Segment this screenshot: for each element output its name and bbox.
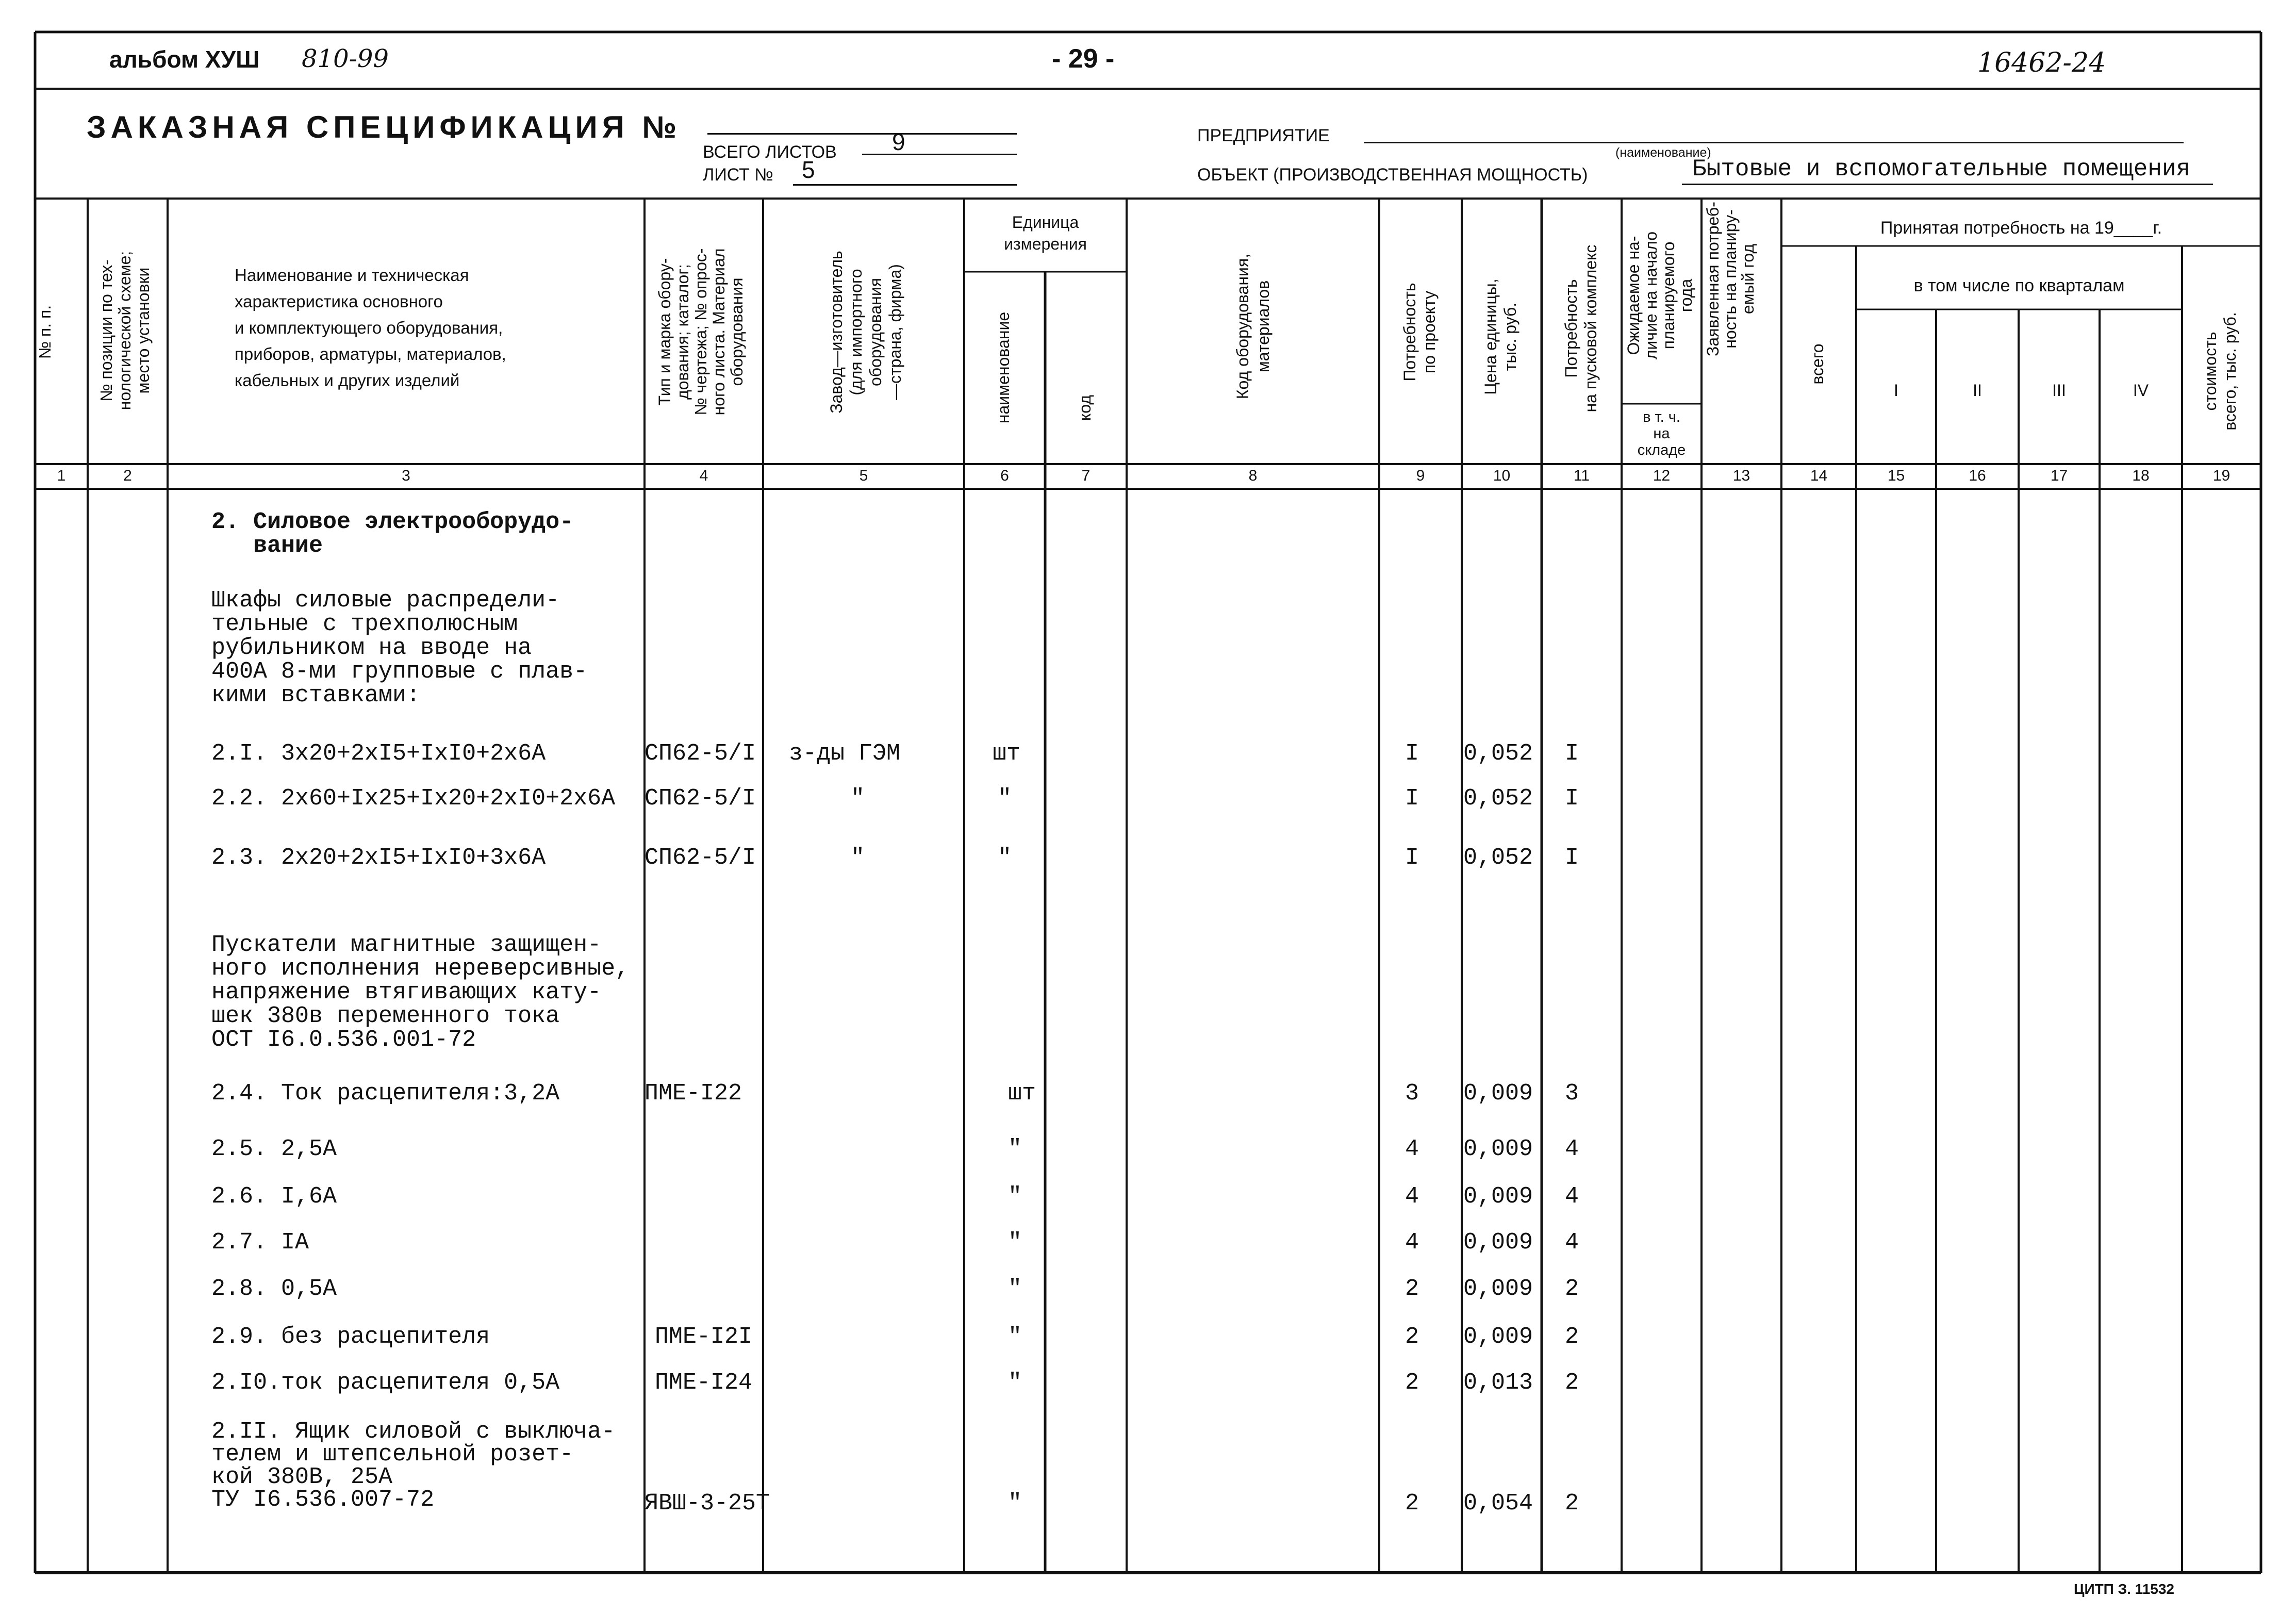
row-6-launch: 4: [1565, 1183, 1579, 1210]
row-4-unit: шт: [1008, 1080, 1036, 1107]
header-q3: III: [2052, 381, 2066, 400]
header-col-12: Ожидаемое на- личие на начало планируемого года: [1624, 231, 1695, 360]
colnum-16: 16: [1969, 467, 1986, 484]
colnum-4: 4: [699, 467, 708, 484]
header-col-14: всего: [1808, 343, 1827, 385]
sheet-no-label: ЛИСТ №: [703, 165, 773, 185]
row-2-launch: I: [1565, 785, 1579, 812]
enterprise-line: [1364, 142, 2184, 143]
row-6-unit: ": [1008, 1183, 1022, 1210]
row-9-unit: ": [1008, 1324, 1022, 1350]
header-col-6: наименование: [994, 311, 1013, 424]
row-5-desc: 2.5. 2,5А: [211, 1136, 337, 1162]
row-6-price: 0,009: [1463, 1183, 1533, 1210]
section-group-starters: Пускатели магнитные защищен- ного исполнения нереверсивные, напряжение втягивающих кату- шек 380в переменного тока ОСТ I6.0.536.001-72: [211, 932, 630, 1053]
row-2-desc: 2.2. 2х60+Iх25+Iх20+2хI0+2х6А: [211, 785, 616, 812]
colnum-5: 5: [859, 467, 868, 484]
header-accepted-group: Принятая потребность на 19____г.: [1880, 218, 2162, 238]
sheets-total-line: [862, 154, 1017, 155]
row-5-qty: 4: [1405, 1136, 1419, 1162]
header-quarters-group: в том числе по кварталам: [1913, 276, 2125, 295]
colnum-11: 11: [1573, 467, 1590, 484]
colnum-7: 7: [1081, 467, 1091, 484]
row-11-desc: 2.II. Ящик силовой с выключа- телем и штепсельной розет- кой 380В, 25А ТУ I6.536.007-72: [211, 1419, 616, 1513]
row-8-desc: 2.8. 0,5А: [211, 1276, 337, 1302]
naming-note: (наименование): [1615, 145, 1711, 160]
row-1-type: СП62-5/I: [645, 740, 756, 767]
row-5-launch: 4: [1565, 1136, 1579, 1162]
row-7-qty: 4: [1405, 1229, 1419, 1256]
row-1-price: 0,052: [1463, 740, 1533, 767]
row-7-desc: 2.7. IА: [211, 1229, 309, 1256]
sheets-total-value: 9: [892, 128, 905, 155]
row-1-maker: з-ды ГЭМ: [789, 740, 901, 767]
album-number: 810-99: [302, 44, 389, 73]
colnum-9: 9: [1416, 467, 1425, 484]
header-col-1: № п. п.: [36, 305, 54, 359]
header-col-11: Потребность на пусковой комплекс: [1562, 244, 1600, 413]
row-9-price: 0,009: [1463, 1324, 1533, 1350]
section-title: 2. Силовое электрооборудо- вание: [211, 509, 574, 559]
row-1-qty: I: [1405, 740, 1419, 767]
sheets-total-label: ВСЕГО ЛИСТОВ: [703, 142, 837, 162]
enterprise-label: ПРЕДПРИЯТИЕ: [1197, 126, 1330, 145]
header-col-4: Тип и марка обору- дования; каталог; № чертежа; № опрос- ного листа. Материал оборудования: [655, 248, 746, 416]
colnum-10: 10: [1493, 467, 1511, 484]
row-2-type: СП62-5/I: [645, 785, 756, 812]
object-label: ОБЪЕКТ (ПРОИЗВОДСТВЕННАЯ МОЩНОСТЬ): [1197, 165, 1588, 185]
row-10-launch: 2: [1565, 1370, 1579, 1396]
row-11-unit: ": [1008, 1490, 1022, 1517]
header-unit-group: Единица измерения: [1004, 213, 1087, 253]
header-q2: II: [1973, 381, 1982, 400]
row-10-unit: ": [1008, 1370, 1022, 1396]
row-10-qty: 2: [1405, 1370, 1419, 1396]
row-11-type: ЯВШ-3-25Т: [645, 1490, 770, 1517]
document-ref: 16462-24: [1977, 47, 2106, 78]
row-5-unit: ": [1008, 1136, 1022, 1162]
header-col-9: Потребность по проекту: [1400, 283, 1439, 382]
colnum-15: 15: [1887, 467, 1905, 484]
header-col-13: Заявленная потреб- ность на планиру- емый год: [1704, 202, 1757, 356]
row-2-unit: ": [998, 785, 1012, 812]
row-2-qty: I: [1405, 785, 1419, 812]
header-col-3: Наименование и техническая характеристика основного и комплектующего оборудования, приборов, арматуры, материалов, кабельных и других изделий: [235, 266, 506, 390]
row-8-price: 0,009: [1463, 1276, 1533, 1302]
row-9-desc: 2.9. без расцепителя: [211, 1324, 490, 1350]
row-3-desc: 2.3. 2х20+2хI5+IхI0+3х6А: [211, 845, 546, 871]
row-11-launch: 2: [1565, 1490, 1579, 1517]
row-9-type: ПМЕ-I2I: [655, 1324, 753, 1350]
colnum-3: 3: [402, 467, 410, 484]
row-7-launch: 4: [1565, 1229, 1579, 1256]
colnum-8: 8: [1248, 467, 1258, 484]
album-label: альбом ХУШ: [109, 46, 260, 73]
row-1-unit: шт: [993, 740, 1021, 767]
colnum-14: 14: [1810, 467, 1828, 484]
spec-title: ЗАКАЗНАЯ СПЕЦИФИКАЦИЯ №: [87, 110, 682, 144]
row-1-desc: 2.I. 3х20+2хI5+IхI0+2х6А: [211, 740, 546, 767]
row-8-unit: ": [1008, 1276, 1022, 1302]
colnum-2: 2: [123, 467, 132, 484]
colnum-1: 1: [57, 467, 66, 484]
row-6-qty: 4: [1405, 1183, 1419, 1210]
colnum-17: 17: [2050, 467, 2068, 484]
row-4-price: 0,009: [1463, 1080, 1533, 1107]
colnum-13: 13: [1732, 467, 1750, 484]
colnum-18: 18: [2132, 467, 2150, 484]
row-9-launch: 2: [1565, 1324, 1579, 1350]
header-col-8: Код оборудования, материалов: [1233, 253, 1273, 400]
row-8-qty: 2: [1405, 1276, 1419, 1302]
section-group-cabinets: Шкафы силовые распредели- тельные с трехполюсным рубильником на вводе на 400А 8-ми групповые с плав- кими вставками:: [211, 587, 588, 709]
row-8-launch: 2: [1565, 1276, 1579, 1302]
object-value: Бытовые и вспомогательные помещения: [1692, 156, 2191, 183]
colnum-12: 12: [1653, 467, 1671, 484]
colnum-6: 6: [1000, 467, 1009, 484]
header-col-5: Завод—изготовитель (для импортного оборудования —страна, фирма): [827, 251, 904, 414]
row-3-launch: I: [1565, 845, 1579, 871]
row-4-type: ПМЕ-I22: [645, 1080, 742, 1107]
row-5-price: 0,009: [1463, 1136, 1533, 1162]
colnum-19: 19: [2212, 467, 2231, 484]
row-2-maker: ": [851, 785, 865, 812]
row-4-qty: 3: [1405, 1080, 1419, 1107]
row-11-price: 0,054: [1463, 1490, 1533, 1517]
spec-number-line: [707, 133, 1017, 135]
row-3-maker: ": [851, 845, 865, 871]
row-3-qty: I: [1405, 845, 1419, 871]
header-col-2: № позиции по тех- нологической схеме; место установки: [97, 251, 153, 410]
row-11-qty: 2: [1405, 1490, 1419, 1517]
row-2-price: 0,052: [1463, 785, 1533, 812]
header-col-10: Цена единицы, тыс. руб.: [1481, 278, 1519, 395]
row-6-desc: 2.6. I,6А: [211, 1183, 337, 1210]
row-3-unit: ": [998, 845, 1012, 871]
row-3-price: 0,052: [1463, 845, 1533, 871]
header-q4: IV: [2133, 381, 2149, 400]
row-10-desc: 2.I0.ток расцепителя 0,5А: [211, 1370, 560, 1396]
row-10-type: ПМЕ-I24: [655, 1370, 753, 1396]
header-col-19: стоимость всего, тыс. руб.: [2201, 312, 2239, 431]
row-4-launch: 3: [1565, 1080, 1579, 1107]
row-7-price: 0,009: [1463, 1229, 1533, 1256]
header-col-12-sub: в т. ч. на складе: [1637, 409, 1686, 458]
row-7-unit: ": [1008, 1229, 1022, 1256]
header-q1: I: [1894, 381, 1898, 400]
header-col-7: код: [1076, 394, 1094, 421]
sheet-no-value: 5: [802, 156, 815, 183]
sheet-no-line: [793, 184, 1017, 186]
row-4-desc: 2.4. Ток расцепителя:3,2А: [211, 1080, 560, 1107]
row-9-qty: 2: [1405, 1324, 1419, 1350]
page-number: - 29 -: [1052, 44, 1115, 74]
row-3-type: СП62-5/I: [645, 845, 756, 871]
row-10-price: 0,013: [1463, 1370, 1533, 1396]
row-1-launch: I: [1565, 740, 1579, 767]
print-stamp: ЦИТП З. 11532: [2074, 1581, 2175, 1597]
